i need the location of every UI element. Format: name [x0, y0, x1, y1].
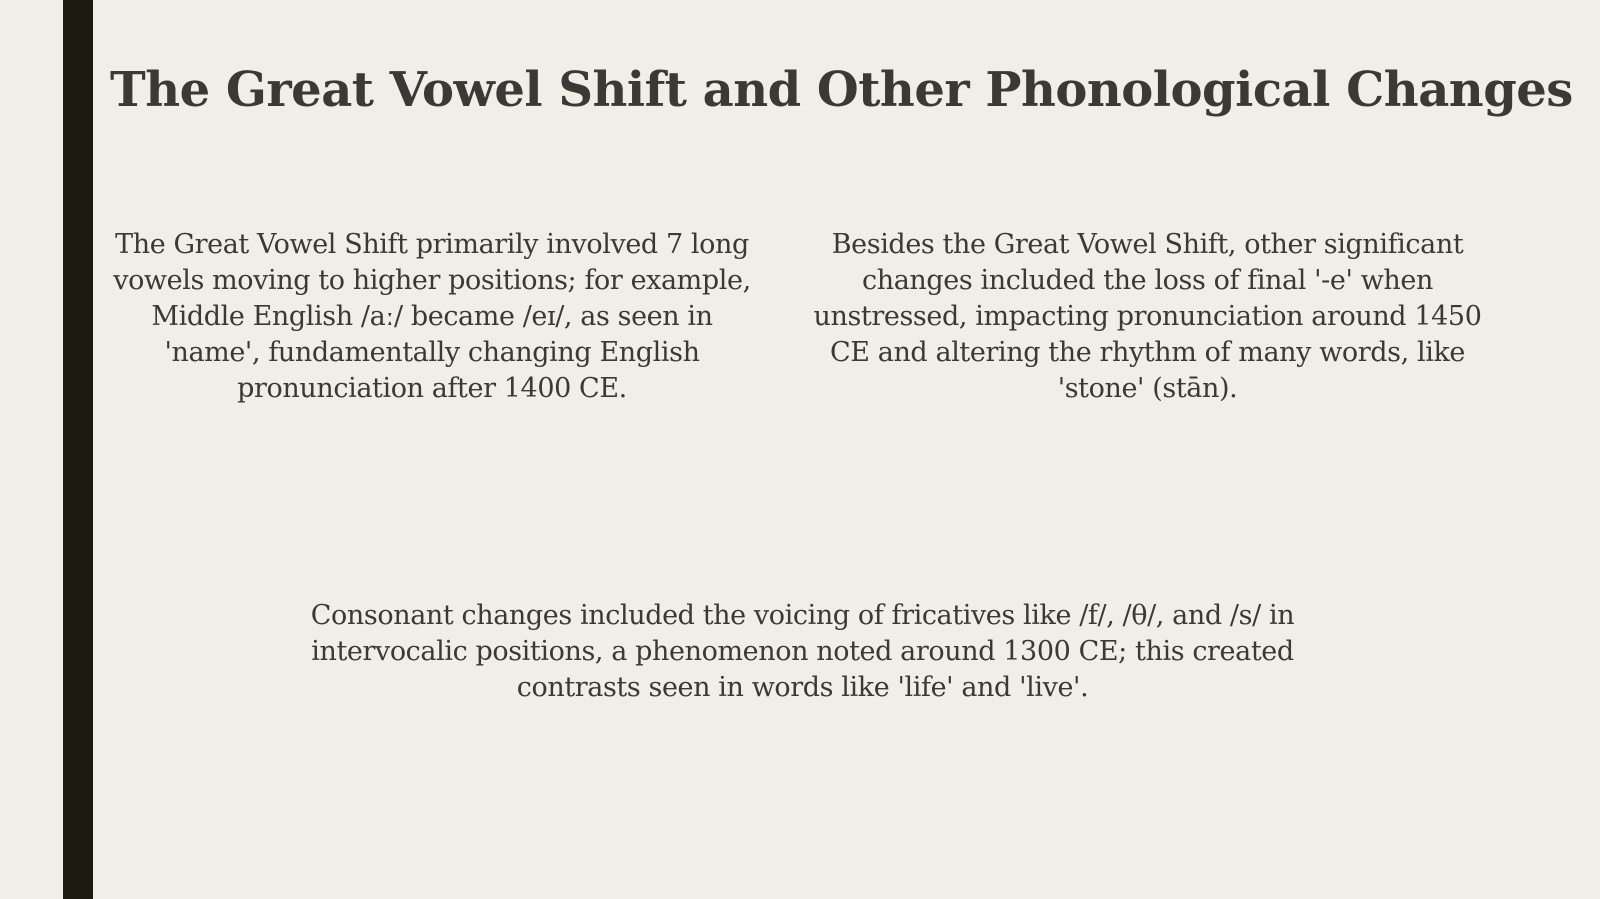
- accent-bar: [63, 0, 93, 899]
- paragraph-other-changes: Besides the Great Vowel Shift, other significant changes included the loss of final '-e' when unstressed, impacting pronunciation around 1450 CE and altering the rhythm of many words, like 'stone' (stān).: [813, 229, 1482, 404]
- paragraph-consonant-changes: Consonant changes included the voicing of fricatives like /f/, /θ/, and /s/ in intervocalic positions, a phenomenon noted around 1300 CE; this created contrasts seen in words like 'life' and 'live'.: [310, 600, 1295, 703]
- paragraph-great-vowel-shift: The Great Vowel Shift primarily involved 7 long vowels moving to higher positions; for example, Middle English /aː/ became /eɪ/, as seen in 'name', fundamentally changing English pronunciation after 1400 CE.: [113, 229, 751, 404]
- slide-title: The Great Vowel Shift and Other Phonological Changes: [110, 62, 1573, 118]
